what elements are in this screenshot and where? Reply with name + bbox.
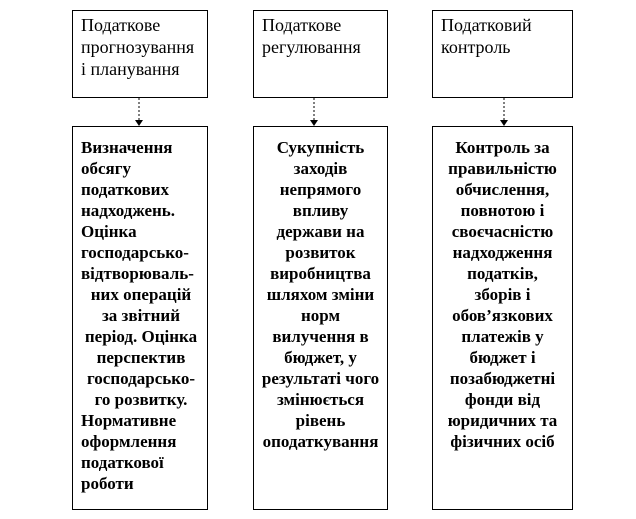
description-line: період. Оцінка <box>84 327 198 346</box>
description-line: заходів <box>293 159 348 178</box>
description-line: надходження <box>452 243 553 262</box>
description-line: Контроль за <box>455 138 550 157</box>
description-line: Оцінка <box>81 222 137 241</box>
description-line: оформлення <box>81 432 177 451</box>
description-line: податкових <box>81 180 169 199</box>
description-line: надходжень. <box>81 201 176 220</box>
box-control-description <box>432 126 573 510</box>
description-line: Визначення <box>81 138 173 157</box>
description-line: бюджет, у <box>284 348 357 367</box>
description-line: фонди від <box>464 390 541 409</box>
description-line: Нормативне <box>81 411 177 430</box>
description-line: бюджет і <box>469 348 536 367</box>
description-line: перспектив <box>96 348 186 367</box>
description-line: позабюджетні <box>449 369 556 388</box>
description-line: господарсько- <box>87 369 195 388</box>
arrow-regulation <box>310 98 318 126</box>
description-line: обсягу <box>81 159 131 178</box>
box-title-line: Податкове <box>81 15 161 35</box>
box-regulation-description <box>253 126 388 510</box>
description-line: господарсько- <box>81 243 189 262</box>
description-line: обчислення, <box>455 180 550 199</box>
description-line: відтворюваль- <box>81 264 194 283</box>
description-line: розвиток <box>285 243 356 262</box>
description-line: норм <box>300 306 341 325</box>
box-title-line: регулювання <box>262 37 361 57</box>
box-title-line: прогнозування <box>81 37 195 57</box>
description-line: шляхом зміни <box>266 285 375 304</box>
description-line: зборів і <box>474 285 531 304</box>
description-line: юридичних та <box>447 411 558 430</box>
box-title-line: Податкове <box>262 15 342 35</box>
box-title-line: Податковий <box>441 15 532 35</box>
description-line: платежів у <box>461 327 544 346</box>
box-forecasting-description <box>72 126 208 510</box>
box-title-line: контроль <box>441 37 511 57</box>
description-line: результаті чого <box>261 369 380 388</box>
description-line: повнотою і <box>460 201 545 220</box>
description-line: податкової <box>81 453 164 472</box>
description-line: держави на <box>276 222 365 241</box>
arrow-control <box>500 98 508 126</box>
description-line: оподаткування <box>262 432 379 451</box>
description-line: роботи <box>81 474 134 493</box>
description-line: податків, <box>467 264 538 283</box>
description-line: змінюється <box>276 390 365 409</box>
description-line: виробництва <box>270 264 371 283</box>
description-line: обов’язкових <box>452 306 553 325</box>
description-line: рівень <box>295 411 346 430</box>
description-line: непрямого <box>279 180 362 199</box>
description-line: го розвитку. <box>94 390 188 409</box>
description-line: них операцій <box>90 285 192 304</box>
description-line: своєчасністю <box>451 222 554 241</box>
description-line: вилучення в <box>272 327 369 346</box>
description-line: правильністю <box>448 159 557 178</box>
arrow-forecasting <box>135 98 143 126</box>
description-line: впливу <box>292 201 349 220</box>
description-line: фізичних осіб <box>450 432 555 451</box>
description-line: Сукупність <box>276 138 365 157</box>
description-line: за звітний <box>101 306 181 325</box>
box-title-line: і планування <box>81 59 180 79</box>
